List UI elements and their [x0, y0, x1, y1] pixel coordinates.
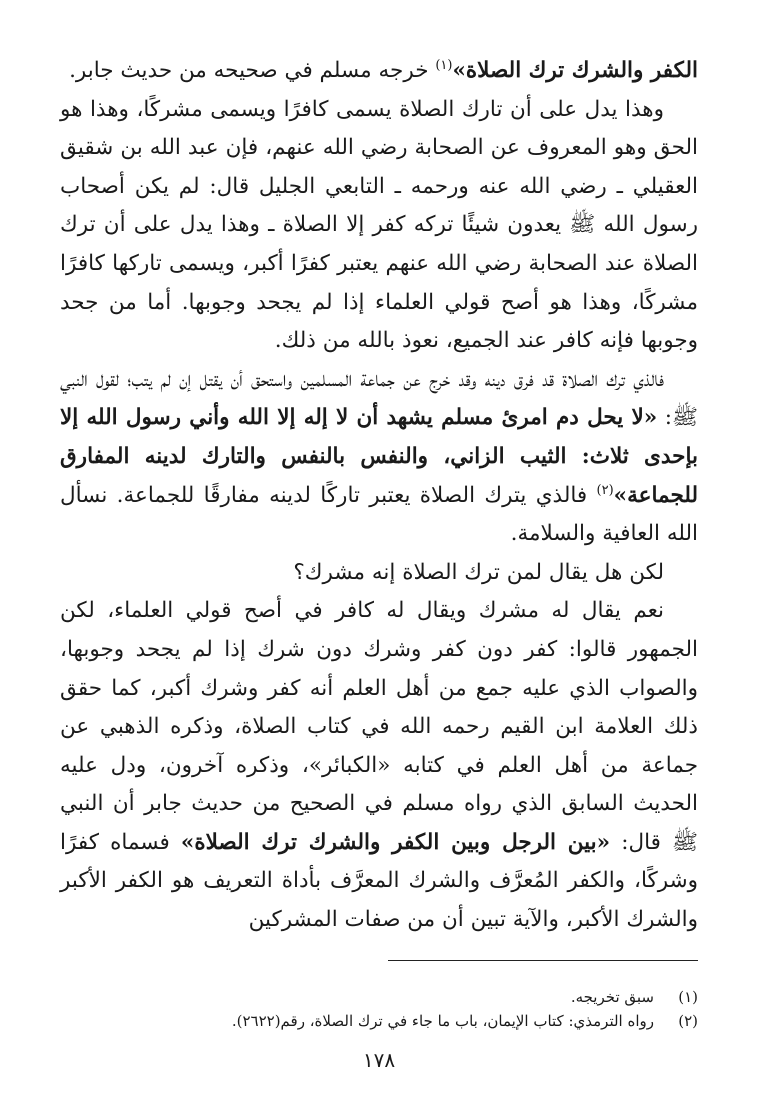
- paragraph-5-conclusion: فسماه كفرًا وشركًا، والكفر المُعرَّف والشرك المعرَّف بأداة التعريف هو الكفر الأكبر والشرك الأكبر، والآية تبين أن من صفات المشركين: [60, 829, 698, 933]
- footnote-2: [60, 1009, 698, 1033]
- paragraph-5-intro: نعم يقال له مشرك ويقال له كافر في أصح قولي العلماء، لكن الجمهور قالوا: كفر دون كفر وشرك دون شرك إذا لم يجحد وجوبها، والصواب الذي عليه جمع من أهل العلم أنه كفر وشرك أكبر، كما حقق ذلك العلامة ابن القيم رحمه الله في كتاب الصلاة، وذكره الذهبي عن جماعة من أهل العلم في كتابه «الكبائر»، وذكره آخرون، ودل عليه الحديث السابق الذي رواه مسلم في الصحيح من حديث جابر أن النبي ﷺ قال:: [60, 598, 698, 855]
- paragraph-3: [60, 361, 698, 554]
- paragraph-5: [60, 592, 698, 939]
- main-text: [60, 52, 698, 940]
- paragraph-1: [60, 52, 698, 91]
- paragraph-3-conclusion: فالذي يترك الصلاة يعتبر تاركًا لدينه مفارقًا للجماعة. نسأل الله العافية والسلامة.: [60, 482, 698, 547]
- footnote-text: سبق تخريجه.: [570, 988, 654, 1006]
- footnote-1: [60, 985, 698, 1009]
- page-number: ١٧٨: [362, 1048, 396, 1072]
- hadith-quote: «لا يحل دم امرئ مسلم يشهد أن لا إله إلا الله وأني رسول الله إلا بإحدى ثلاث: الثيب الزاني، والنفس بالنفس والتارك لدينه المفارق للجماعة»: [60, 405, 698, 508]
- paragraph-3-intro: فالذي ترك الصلاة قد فرق دينه وقد خرج عن جماعة المسلمين واستحق أن يقتل إن لم يتب؛ لقول النبي ﷺ:: [60, 366, 698, 431]
- footnote-ref-2: (٢): [596, 482, 614, 498]
- paragraph-2: وهذا يدل على أن تارك الصلاة يسمى كافرًا ويسمى مشركًا، وهذا هو الحق وهو المعروف عن الصحابة رضي الله عنهم، فإن عبد الله بن شقيق العقيلي ـ رضي الله عنه ورحمه ـ التابعي الجليل قال: لم يكن أصحاب رسول الله ﷺ يعدون شيئًا تركه كفر إلا الصلاة ـ وهذا يدل على أن ترك الصلاة عند الصحابة رضي الله عنهم يعتبر كفرًا أكبر، ويسمى تاركها كافرًا مشركًا، وهذا هو أصح قولي العلماء إذا لم يجحد وجوبها. أما من جحد وجوبها فإنه كافر عند الجميع، نعوذ بالله من ذلك.: [60, 96, 698, 354]
- footnote-number: (٢): [678, 1012, 698, 1030]
- footnote-divider: [388, 960, 698, 961]
- footnotes: [60, 985, 698, 1033]
- page-body: [60, 52, 698, 940]
- hadith-quote-2: «بين الرجل وبين الكفر والشرك ترك الصلاة»: [180, 829, 611, 855]
- footnote-ref-1: (١): [435, 57, 453, 73]
- hadith-quote-end: الكفر والشرك ترك الصلاة»: [452, 58, 698, 83]
- paragraph-1-text: خرجه مسلم في صحيحه من حديث جابر.: [69, 58, 436, 83]
- question-paragraph: لكن هل يقال لمن ترك الصلاة إنه مشرك؟: [293, 559, 664, 585]
- footnote-text: رواه الترمذي: كتاب الإيمان، باب ما جاء في ترك الصلاة، رقم(٢٦٢٢).: [231, 1012, 654, 1030]
- footnote-number: (١): [678, 988, 698, 1006]
